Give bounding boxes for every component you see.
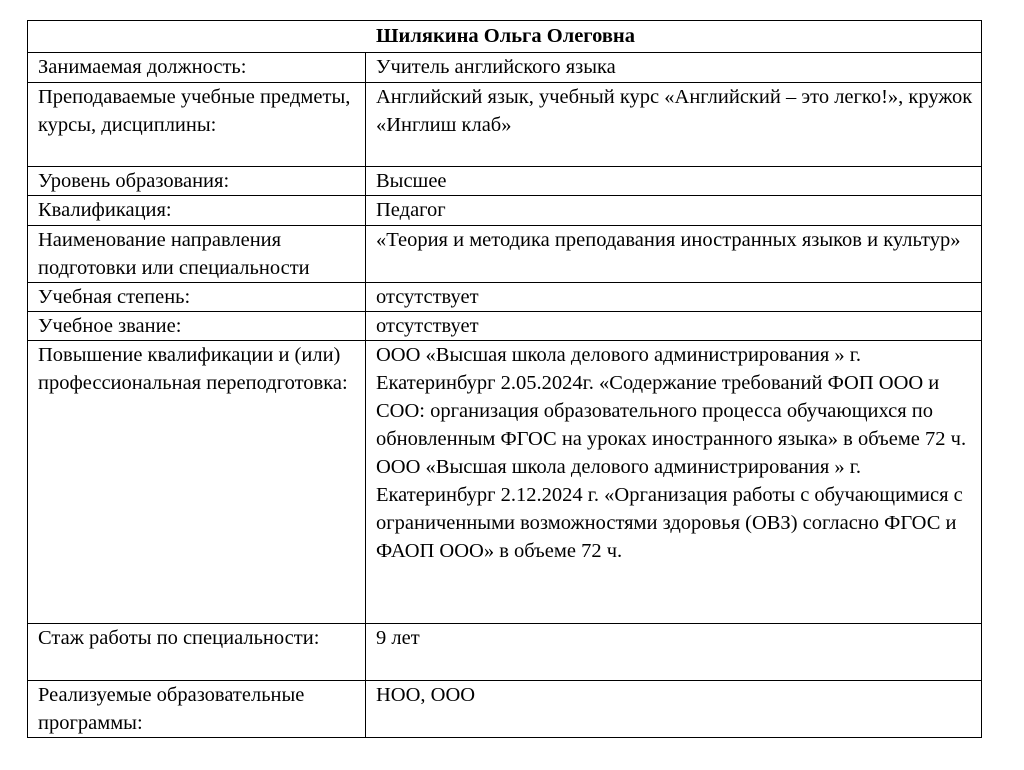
- row-value: Педагог: [366, 196, 982, 226]
- row-label: Реализуемые образовательные программы:: [28, 681, 366, 738]
- qualification-course-1: ООО «Высшая школа делового администрирования » г. Екатеринбург 2.05.2024г. «Содержание требований ФОП ООО и СОО: организация образовательного процесса обучающихся по обновленным ФГОС на уроках иностранного языка» в объеме 72 ч.: [376, 344, 967, 450]
- row-value: Учитель английского языка: [366, 53, 982, 83]
- row-value: отсутствует: [366, 283, 982, 312]
- table-row: [28, 226, 982, 283]
- teacher-profile-table: [27, 20, 982, 738]
- row-value: «Теория и методика преподавания иностранных языков и культур»: [366, 226, 982, 283]
- table-row: [28, 196, 982, 226]
- row-label: Учебная степень:: [28, 283, 366, 312]
- table-row: [28, 83, 982, 167]
- row-label: Квалификация:: [28, 196, 366, 226]
- table-row: [28, 167, 982, 196]
- row-label: Уровень образования:: [28, 167, 366, 196]
- teacher-name: Шилякина Ольга Олеговна: [28, 21, 982, 53]
- table-row: [28, 312, 982, 341]
- table-row: [28, 53, 982, 83]
- row-value: отсутствует: [366, 312, 982, 341]
- row-label: Повышение квалификации и (или) профессиональная переподготовка:: [28, 341, 366, 624]
- row-value: Высшее: [366, 167, 982, 196]
- row-label: Стаж работы по специальности:: [28, 624, 366, 681]
- row-value: [366, 341, 982, 624]
- table-row: [28, 341, 982, 624]
- qualification-course-2: ООО «Высшая школа делового администрирования » г. Екатеринбург 2.12.2024 г. «Организация работы с обучающимися с ограниченными возможностями здоровья (ОВЗ) согласно ФГОС и ФАОП ООО» в объеме 72 ч.: [376, 456, 963, 562]
- table-row: [28, 283, 982, 312]
- table-row: [28, 624, 982, 681]
- row-label: Наименование направления подготовки или специальности: [28, 226, 366, 283]
- row-label: Преподаваемые учебные предметы, курсы, дисциплины:: [28, 83, 366, 167]
- row-label: Учебное звание:: [28, 312, 366, 341]
- table-row: [28, 681, 982, 738]
- row-value: НОО, ООО: [366, 681, 982, 738]
- row-label: Занимаемая должность:: [28, 53, 366, 83]
- table-header-row: [28, 21, 982, 53]
- row-value: Английский язык, учебный курс «Английский – это легко!», кружок «Инглиш клаб»: [366, 83, 982, 167]
- row-value: 9 лет: [366, 624, 982, 681]
